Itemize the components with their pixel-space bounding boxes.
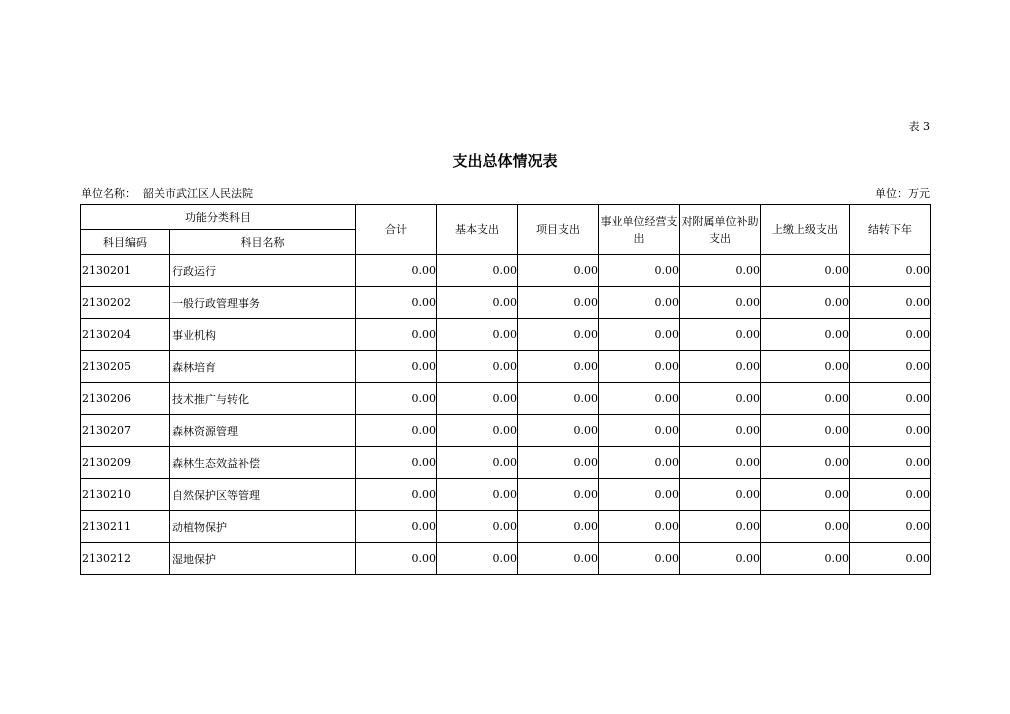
row-value: 0.00 bbox=[356, 415, 437, 447]
row-name: 一般行政管理事务 bbox=[170, 287, 356, 319]
row-value: 0.00 bbox=[356, 511, 437, 543]
row-value: 0.00 bbox=[356, 447, 437, 479]
row-value: 0.00 bbox=[761, 319, 850, 351]
row-value: 0.00 bbox=[437, 255, 518, 287]
row-value: 0.00 bbox=[599, 447, 680, 479]
currency-unit: 单位：万元 bbox=[875, 187, 930, 200]
row-value: 0.00 bbox=[850, 447, 931, 479]
table-row bbox=[81, 415, 931, 447]
row-value: 0.00 bbox=[437, 415, 518, 447]
row-value: 0.00 bbox=[850, 383, 931, 415]
table-row bbox=[81, 479, 931, 511]
row-value: 0.00 bbox=[599, 479, 680, 511]
row-value: 0.00 bbox=[518, 351, 599, 383]
row-name: 动植物保护 bbox=[170, 511, 356, 543]
col-subsidy-header: 对附属单位补助支出 bbox=[680, 205, 761, 255]
row-value: 0.00 bbox=[356, 255, 437, 287]
row-value: 0.00 bbox=[680, 287, 761, 319]
expenditure-table bbox=[80, 204, 931, 575]
row-value: 0.00 bbox=[437, 351, 518, 383]
table-row bbox=[81, 287, 931, 319]
row-value: 0.00 bbox=[850, 255, 931, 287]
row-value: 0.00 bbox=[437, 383, 518, 415]
row-value: 0.00 bbox=[599, 383, 680, 415]
row-value: 0.00 bbox=[761, 479, 850, 511]
row-name: 森林生态效益补偿 bbox=[170, 447, 356, 479]
col-carryover-header: 结转下年 bbox=[850, 205, 931, 255]
row-value: 0.00 bbox=[356, 319, 437, 351]
row-value: 0.00 bbox=[599, 319, 680, 351]
row-code: 2130204 bbox=[81, 319, 170, 351]
row-value: 0.00 bbox=[518, 479, 599, 511]
row-name: 自然保护区等管理 bbox=[170, 479, 356, 511]
row-code: 2130206 bbox=[81, 383, 170, 415]
unit-name-label: 单位名称： bbox=[81, 187, 136, 200]
row-value: 0.00 bbox=[761, 511, 850, 543]
row-value: 0.00 bbox=[437, 447, 518, 479]
row-value: 0.00 bbox=[680, 319, 761, 351]
col-code-header: 科目编码 bbox=[81, 230, 170, 255]
row-value: 0.00 bbox=[850, 479, 931, 511]
table-number: 表 3 bbox=[908, 120, 930, 133]
row-code: 2130212 bbox=[81, 543, 170, 575]
row-code: 2130207 bbox=[81, 415, 170, 447]
row-value: 0.00 bbox=[850, 415, 931, 447]
row-value: 0.00 bbox=[680, 511, 761, 543]
row-value: 0.00 bbox=[680, 383, 761, 415]
row-value: 0.00 bbox=[437, 287, 518, 319]
col-name-header: 科目名称 bbox=[170, 230, 356, 255]
row-value: 0.00 bbox=[850, 319, 931, 351]
table-row bbox=[81, 351, 931, 383]
row-name: 湿地保护 bbox=[170, 543, 356, 575]
row-value: 0.00 bbox=[437, 319, 518, 351]
table-row bbox=[81, 543, 931, 575]
row-value: 0.00 bbox=[680, 415, 761, 447]
unit-name-line bbox=[81, 185, 253, 201]
row-value: 0.00 bbox=[518, 383, 599, 415]
row-value: 0.00 bbox=[761, 383, 850, 415]
row-code: 2130201 bbox=[81, 255, 170, 287]
row-name: 行政运行 bbox=[170, 255, 356, 287]
table-row bbox=[81, 511, 931, 543]
row-value: 0.00 bbox=[599, 415, 680, 447]
row-code: 2130202 bbox=[81, 287, 170, 319]
row-value: 0.00 bbox=[437, 543, 518, 575]
page-title: 支出总体情况表 bbox=[452, 152, 558, 170]
row-code: 2130209 bbox=[81, 447, 170, 479]
col-project-header: 项目支出 bbox=[518, 205, 599, 255]
table-row bbox=[81, 383, 931, 415]
col-business-header: 事业单位经营支出 bbox=[599, 205, 680, 255]
row-name: 森林资源管理 bbox=[170, 415, 356, 447]
unit-name-value: 韶关市武江区人民法院 bbox=[143, 187, 253, 200]
row-value: 0.00 bbox=[437, 479, 518, 511]
row-value: 0.00 bbox=[761, 415, 850, 447]
col-basic-header: 基本支出 bbox=[437, 205, 518, 255]
row-value: 0.00 bbox=[850, 351, 931, 383]
row-value: 0.00 bbox=[599, 287, 680, 319]
row-value: 0.00 bbox=[518, 543, 599, 575]
row-code: 2130205 bbox=[81, 351, 170, 383]
row-value: 0.00 bbox=[518, 511, 599, 543]
row-value: 0.00 bbox=[356, 383, 437, 415]
row-value: 0.00 bbox=[599, 511, 680, 543]
row-value: 0.00 bbox=[761, 447, 850, 479]
row-value: 0.00 bbox=[850, 543, 931, 575]
row-value: 0.00 bbox=[518, 255, 599, 287]
col-total-header: 合计 bbox=[356, 205, 437, 255]
row-value: 0.00 bbox=[518, 415, 599, 447]
row-value: 0.00 bbox=[518, 319, 599, 351]
row-value: 0.00 bbox=[680, 447, 761, 479]
row-value: 0.00 bbox=[356, 479, 437, 511]
row-name: 森林培育 bbox=[170, 351, 356, 383]
row-value: 0.00 bbox=[356, 351, 437, 383]
row-value: 0.00 bbox=[356, 287, 437, 319]
row-value: 0.00 bbox=[599, 255, 680, 287]
row-value: 0.00 bbox=[761, 543, 850, 575]
row-code: 2130210 bbox=[81, 479, 170, 511]
row-value: 0.00 bbox=[356, 543, 437, 575]
row-value: 0.00 bbox=[850, 287, 931, 319]
func-group-header: 功能分类科目 bbox=[81, 205, 356, 230]
row-value: 0.00 bbox=[850, 511, 931, 543]
row-value: 0.00 bbox=[437, 511, 518, 543]
row-code: 2130211 bbox=[81, 511, 170, 543]
row-value: 0.00 bbox=[761, 255, 850, 287]
row-value: 0.00 bbox=[761, 351, 850, 383]
table-row bbox=[81, 255, 931, 287]
row-value: 0.00 bbox=[761, 287, 850, 319]
row-value: 0.00 bbox=[680, 543, 761, 575]
row-value: 0.00 bbox=[680, 255, 761, 287]
row-value: 0.00 bbox=[680, 351, 761, 383]
row-name: 事业机构 bbox=[170, 319, 356, 351]
table-body bbox=[81, 255, 931, 575]
row-value: 0.00 bbox=[518, 447, 599, 479]
row-value: 0.00 bbox=[518, 287, 599, 319]
table-row bbox=[81, 319, 931, 351]
row-value: 0.00 bbox=[599, 543, 680, 575]
col-upper-header: 上缴上级支出 bbox=[761, 205, 850, 255]
row-name: 技术推广与转化 bbox=[170, 383, 356, 415]
row-value: 0.00 bbox=[680, 479, 761, 511]
row-value: 0.00 bbox=[599, 351, 680, 383]
table-row bbox=[81, 447, 931, 479]
